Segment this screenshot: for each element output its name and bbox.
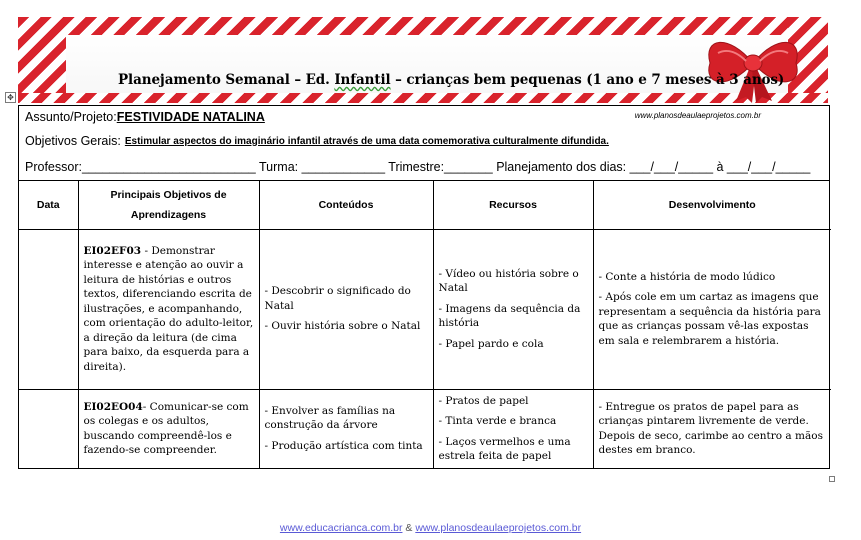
cell-desenvolvimento[interactable]	[593, 229, 831, 389]
cell-data[interactable]	[19, 389, 78, 468]
list-item: - Pratos de papel	[438, 394, 529, 407]
page-title	[118, 72, 798, 88]
cell-desenvolvimento[interactable]	[593, 389, 831, 468]
footer-link-planos[interactable]: www.planosdeaulaeprojetos.com.br	[415, 522, 582, 534]
footer	[0, 522, 861, 534]
table-resize-handle-icon[interactable]	[829, 476, 835, 482]
list-item: - Vídeo ou história sobre o Natal	[438, 267, 579, 295]
footer-separator: &	[402, 522, 416, 534]
objetivo-code: EI02EO04	[83, 400, 143, 413]
cell-objetivo[interactable]	[78, 389, 259, 468]
lesson-grid	[19, 181, 831, 468]
list-item: - Ouvir história sobre o Natal	[264, 320, 421, 333]
cell-conteudos[interactable]	[259, 229, 433, 389]
list-item: - Produção artística com tinta	[264, 439, 423, 452]
professor-fields: Professor:_________________________ Turma: ____________ Trimestre:_______ Planejamento dos dias: ___/___/_____ à ___/___/_____	[25, 160, 811, 174]
objetivo-text: - Comunicar-se com os colegas e os adultos, buscando compreendê-los e fazendo-se compreender.	[83, 400, 249, 456]
site-url: www.planosdeaulaeprojetos.com.br	[634, 111, 761, 120]
candy-stripe-left	[18, 17, 66, 103]
table-row	[19, 229, 831, 389]
objectives-value: Estimular aspectos do imaginário infantil através de uma data comemorativa culturalmente difundida.	[124, 135, 609, 147]
objectives-line	[19, 128, 829, 154]
list-item: - Imagens da sequência da história	[438, 302, 581, 330]
info-section	[19, 106, 829, 181]
cell-data[interactable]	[19, 229, 78, 389]
cell-recursos[interactable]	[433, 389, 593, 468]
header-banner	[18, 17, 828, 103]
christmas-bow-icon	[698, 23, 808, 103]
cell-recursos[interactable]	[433, 229, 593, 389]
list-item: - Descobrir o significado do Natal	[264, 285, 411, 312]
list-item: - Após cole em um cartaz as imagens que representam a sequência da história para que as crianças possam vê-las expostas em sala e relembrarem a história.	[598, 291, 821, 347]
subject-line	[19, 106, 829, 128]
subject-value: FESTIVIDADE NATALINA	[116, 110, 265, 124]
table-move-handle-icon[interactable]: ✥	[5, 92, 16, 103]
footer-link-educacrianca[interactable]: www.educacrianca.com.br	[279, 522, 403, 534]
col-header-conteudos: Conteúdos	[259, 181, 433, 229]
list-item: - Envolver as famílias na construção da árvore	[264, 404, 396, 432]
cell-conteudos[interactable]	[259, 389, 433, 468]
list-item: - Entregue os pratos de papel para as crianças pintarem livremente de verde. Depois de seco, carimbe ao centro a mãos destes em branco.	[598, 400, 823, 456]
objetivo-text: - Demonstrar interesse e atenção ao ouvir a leitura de histórias e outros textos, diferenciando escrita de ilustrações, e acompanhando, com orientação do adulto-leitor, a direção da leitura (de cima para baixo, da esquerda para a direita).	[83, 244, 254, 373]
col-header-recursos: Recursos	[433, 181, 593, 229]
professor-line	[19, 154, 829, 180]
header-row	[19, 181, 831, 229]
col-header-data: Data	[19, 181, 78, 229]
cell-objetivo[interactable]	[78, 229, 259, 389]
planning-table	[18, 105, 830, 469]
table-row	[19, 389, 831, 468]
list-item: - Conte a história de modo lúdico	[598, 270, 776, 283]
objetivo-code: EI02EF03	[83, 244, 142, 257]
title-suffix: – crianças bem pequenas (1 ano e 7 meses à 3 anos)	[390, 72, 785, 88]
title-wavy-word: Infantil	[334, 72, 391, 88]
list-item: - Papel pardo e cola	[438, 337, 544, 350]
subject-label: Assunto/Projeto:	[25, 110, 117, 124]
list-item: - Tinta verde e branca	[438, 415, 557, 427]
objectives-label: Objetivos Gerais:	[25, 134, 121, 148]
title-prefix: Planejamento Semanal – Ed.	[118, 72, 335, 88]
list-item: - Laços vermelhos e uma estrela feita de papel	[438, 435, 571, 462]
col-header-objetivos: Principais Objetivos de Aprendizagens	[78, 181, 259, 229]
col-header-desenvolvimento: Desenvolvimento	[593, 181, 831, 229]
